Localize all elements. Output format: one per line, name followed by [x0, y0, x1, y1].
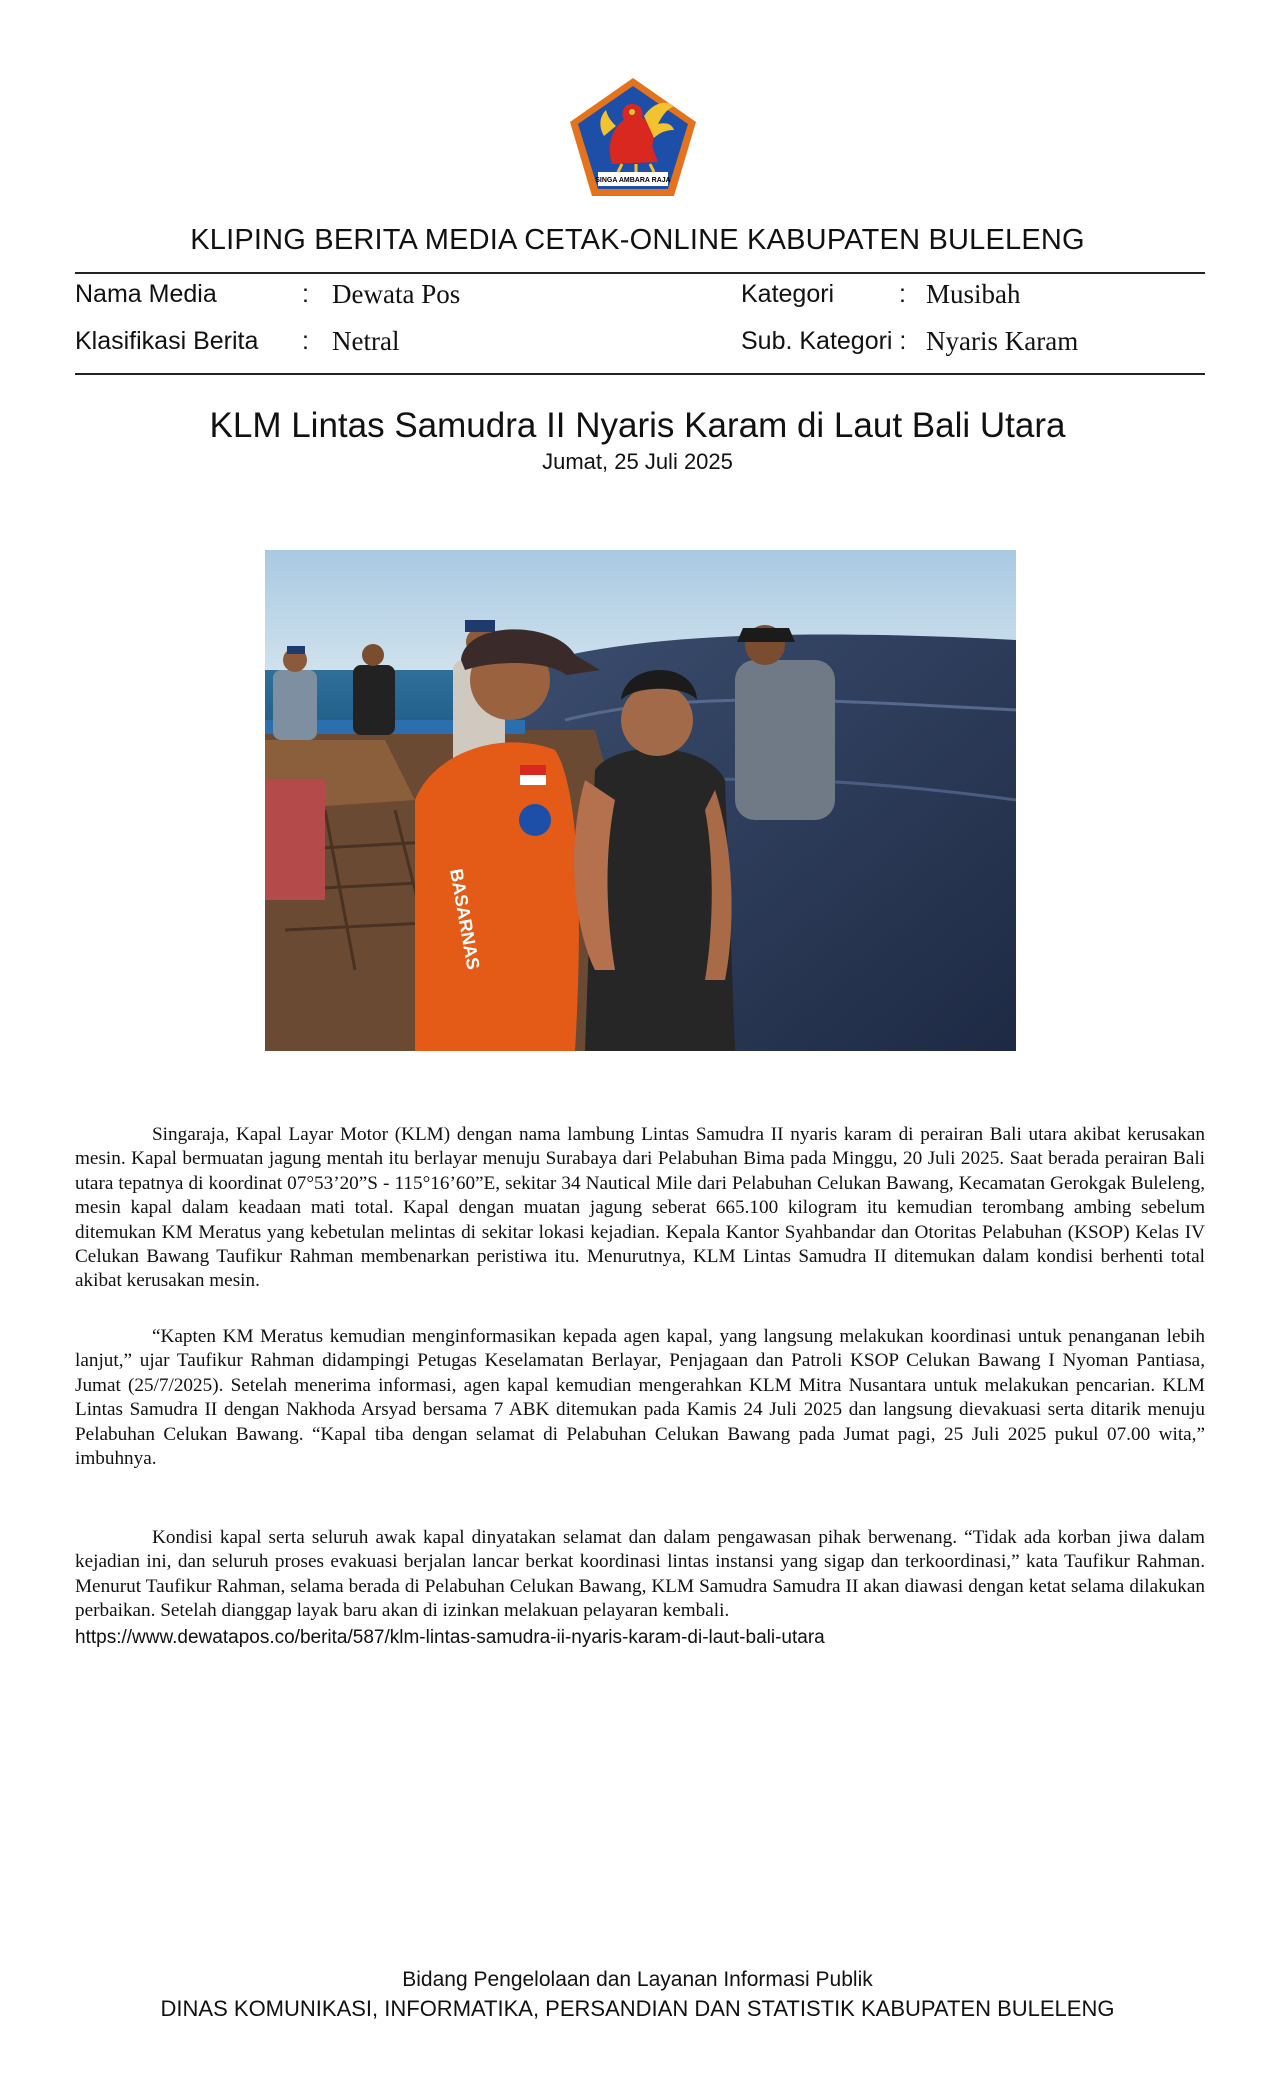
article-paragraph-1: Singaraja, Kapal Layar Motor (KLM) dengan nama lambung Lintas Samudra II nyaris karam di perairan Bali utara akibat kerusakan mesin. Kapal bermuatan jagung mentah itu berlayar menuju Surabaya dari Pelabuhan Bima pada Minggu, 20 Juli 2025. Saat berada perairan Bali utara tepatnya di koordinat 07°53’20”S - 115°16’60”E, sekitar 34 Nautical Mile dari Pelabuhan Celukan Bawang, Kecamatan Gerokgak Buleleng, mesin kapal dalam keadaan mati total. Kapal dengan muatan jagung seberat 665.100 kilogram itu kemudian terombang ambing sebelum ditemukan KM Meratus yang kebetulan melintas di sekitar lokasi kejadian. Kepala Kantor Syahbandar dan Otoritas Pelabuhan (KSOP) Kelas IV Celukan Bawang Taufikur Rahman membenarkan peristiwa itu. Menurutnya, KLM Lintas Samudra II ditemukan dalam kondisi berhenti total akibat kerusakan mesin. [75, 1124, 1205, 1292]
svg-text:SINGA AMBARA RAJA: SINGA AMBARA RAJA [595, 177, 671, 184]
classification-separator: : [302, 327, 309, 355]
divider-top [75, 272, 1205, 274]
media-value: Dewata Pos [332, 279, 461, 309]
news-photo [265, 550, 1016, 1051]
category-separator: : [899, 280, 906, 308]
buleleng-regency-crest-icon [566, 76, 700, 200]
article-paragraph-3: Kondisi kapal serta seluruh awak kapal dinyatakan selamat dan dalam pengawasan pihak berwenang. “Tidak ada korban jiwa dalam kejadian ini, dan seluruh proses evakuasi berjalan lancar berkat koordinasi lintas instansi yang sigap dan terkoordinasi,” kata Taufikur Rahman. Menurut Taufikur Rahman, selama berada di Pelabuhan Celukan Bawang, KLM Samudra Samudra II akan diawasi dengan ketat selama dilakukan perbaikan. Setelah dianggap layak baru akan di izinkan melakuan pelayaran kembali. [75, 1527, 1205, 1622]
footer-agency: DINAS KOMUNIKASI, INFORMATIKA, PERSANDIAN DAN STATISTIK KABUPATEN BULELENG [160, 1996, 1115, 2021]
category-value: Musibah [926, 279, 1021, 309]
category-label: Kategori [741, 280, 835, 308]
subcategory-label: Sub. Kategori : [741, 327, 907, 355]
media-separator: : [302, 280, 309, 308]
classification-value: Netral [332, 326, 400, 356]
article-paragraph-2: “Kapten KM Meratus kemudian menginformasikan kepada agen kapal, yang langsung melakukan koordinasi untuk penanganan lebih lanjut,” ujar Taufikur Rahman didampingi Petugas Keselamatan Berlayar, Penjagaan dan Patroli KSOP Celukan Bawang I Nyoman Pantiasa, Jumat (25/7/2025). Setelah menerima informasi, agen kapal kemudian mengerahkan KLM Mitra Nusantara untuk melakukan pencarian. KLM Lintas Samudra II dengan Nakhoda Arsyad bersama 7 ABK ditemukan pada Kamis 24 Juli 2025 dan langsung dievakuasi serta ditarik menuju Pelabuhan Celukan Bawang. “Kapal tiba dengan selamat di Pelabuhan Celukan Bawang pada Jumat pagi, 25 Juli 2025 pukul 07.00 wita,” imbuhnya. [75, 1326, 1205, 1470]
classification-label: Klasifikasi Berita [75, 327, 259, 355]
page-title: KLIPING BERITA MEDIA CETAK-ONLINE KABUPATEN BULELENG [190, 224, 1085, 256]
subcategory-value: Nyaris Karam [926, 326, 1079, 356]
footer-department: Bidang Pengelolaan dan Layanan Informasi Publik [402, 1968, 873, 1991]
vest-text: BASARNAS [446, 867, 484, 972]
divider-bottom [75, 373, 1205, 375]
article-title: KLM Lintas Samudra II Nyaris Karam di Laut Bali Utara [209, 406, 1066, 445]
source-link[interactable]: https://www.dewatapos.co/berita/587/klm-lintas-samudra-ii-nyaris-karam-di-laut-bali-utara [75, 1627, 825, 1648]
article-date: Jumat, 25 Juli 2025 [542, 449, 733, 474]
media-label: Nama Media [75, 280, 217, 308]
